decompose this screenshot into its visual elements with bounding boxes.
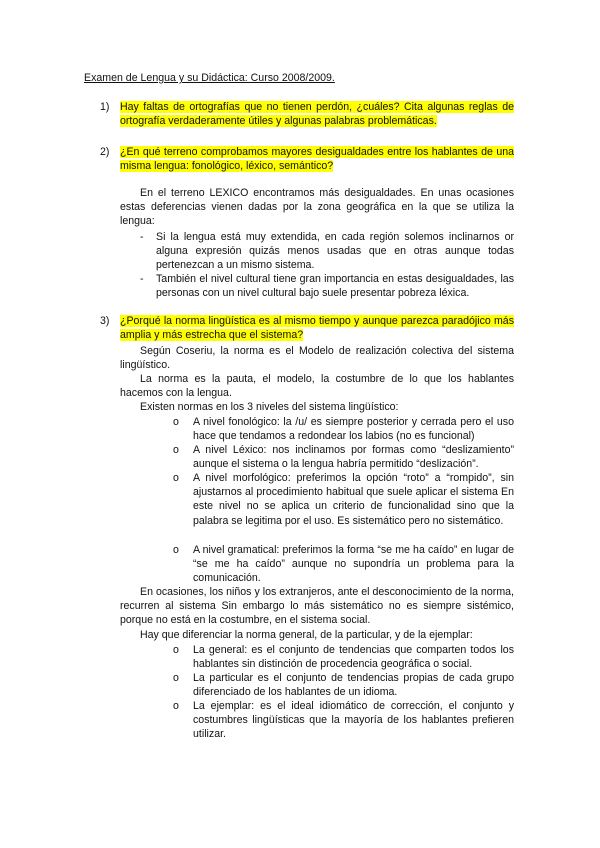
- list-item: [173, 415, 514, 443]
- list-item-text: La ejemplar: es el ideal idiomático de corrección, el conjunto y costumbres lingüísticas que la mayoría de los hablantes prefieren utilizar.: [193, 700, 514, 741]
- question-text: Hay faltas de ortografías que no tienen perdón, ¿cuáles? Cita algunas reglas de ortografía verdaderamente útiles y algunas palabras problemáticas.: [120, 101, 514, 128]
- answer-paragraph: Existen normas en los 3 niveles del sistema lingüístico:: [140, 401, 399, 413]
- dash-bullet: -: [140, 273, 144, 285]
- answer-paragraph: En el terreno LEXICO encontramos más desigualdades. En unas ocasiones estas deferencias vienen dadas por la zona geográfica en la que se utiliza la lengua:: [120, 187, 514, 228]
- list-item-text: A nivel Léxico: nos inclinamos por formas como “deslizamiento” aunque el sistema o la lengua habría permitido “deslización”.: [193, 444, 514, 471]
- circle-bullet: o: [173, 700, 179, 712]
- question-number: 3): [100, 315, 110, 327]
- circle-bullet: o: [173, 544, 179, 556]
- question-number: 1): [100, 101, 110, 113]
- circle-bullet: o: [173, 472, 179, 484]
- list-item: [173, 543, 514, 586]
- list-item-text: A nivel fonológico: la /u/ es siempre posterior y cerrada pero el uso hace que tendamos a redondear los labios (no es funcional): [193, 416, 514, 443]
- list-item-text: A nivel gramatical: preferimos la forma “se me ha caído” en lugar de “se me ha caído” aunque no supondría un problema para la comunicación.: [193, 544, 514, 585]
- answer-paragraph: La norma es la pauta, el modelo, la costumbre de lo que los hablantes hacemos con la lengua.: [120, 373, 514, 400]
- document-title: Examen de Lengua y su Didáctica: Curso 2008/2009.: [84, 72, 335, 84]
- answer-paragraph: Según Coseriu, la norma es el Modelo de realización colectiva del sistema lingüístico.: [120, 345, 514, 372]
- question-2: [100, 145, 514, 173]
- list-item-text: También el nivel cultural tiene gran importancia en estas desigualdades, las personas con un nivel cultural bajo suele presentar pobreza léxica.: [156, 273, 514, 300]
- question-text: ¿En qué terreno comprobamos mayores desigualdades entre los hablantes de una misma lengua: fonológico, léxico, semántico?: [120, 146, 514, 173]
- circle-bullet: o: [173, 644, 179, 656]
- list-item-text: Si la lengua está muy extendida, en cada región solemos inclinarnos or alguna expresión quizás menos usadas que en otras aunque todas pertenezcan a un mismo sistema.: [156, 231, 514, 272]
- list-item: [173, 471, 514, 528]
- question-3: [100, 314, 514, 342]
- list-item: [173, 671, 514, 699]
- list-item-text: La general: es el conjunto de tendencias que comparten todos los hablantes sin distinción de procedencia geográfica o social.: [193, 644, 514, 671]
- question-1: [100, 100, 514, 128]
- circle-bullet: o: [173, 444, 179, 456]
- list-item: [140, 230, 514, 273]
- list-item: [173, 699, 514, 742]
- circle-bullet: o: [173, 416, 179, 428]
- list-item-text: A nivel morfológico: preferimos la opción “roto” a “rompido”, sin ajustarnos al procedimiento habitual que suele aplicar el sistema En este nivel no se aplica un criterio de funcionalidad sino que la palabra se legitima por el uso. Es sistemático pero no sistemático.: [193, 472, 514, 527]
- list-item: [173, 643, 514, 671]
- answer-paragraph: Hay que diferenciar la norma general, de la particular, y de la ejemplar:: [140, 629, 473, 641]
- list-item: [173, 443, 514, 471]
- dash-bullet: -: [140, 231, 144, 243]
- answer-paragraph: En ocasiones, los niños y los extranjeros, ante el desconocimiento de la norma, recurren al sistema Sin embargo lo más sistemático no es siempre sistémico, porque no está en la costumbre, en el sistema social.: [120, 586, 514, 627]
- question-text: ¿Porqué la norma lingüística es al mismo tiempo y aunque parezca paradójico más amplia y más estrecha que el sistema?: [120, 315, 514, 342]
- list-item-text: La particular es el conjunto de tendencias propias de cada grupo diferenciado de los hablantes de un idioma.: [193, 672, 514, 699]
- circle-bullet: o: [173, 672, 179, 684]
- list-item: [140, 272, 514, 300]
- question-number: 2): [100, 146, 110, 158]
